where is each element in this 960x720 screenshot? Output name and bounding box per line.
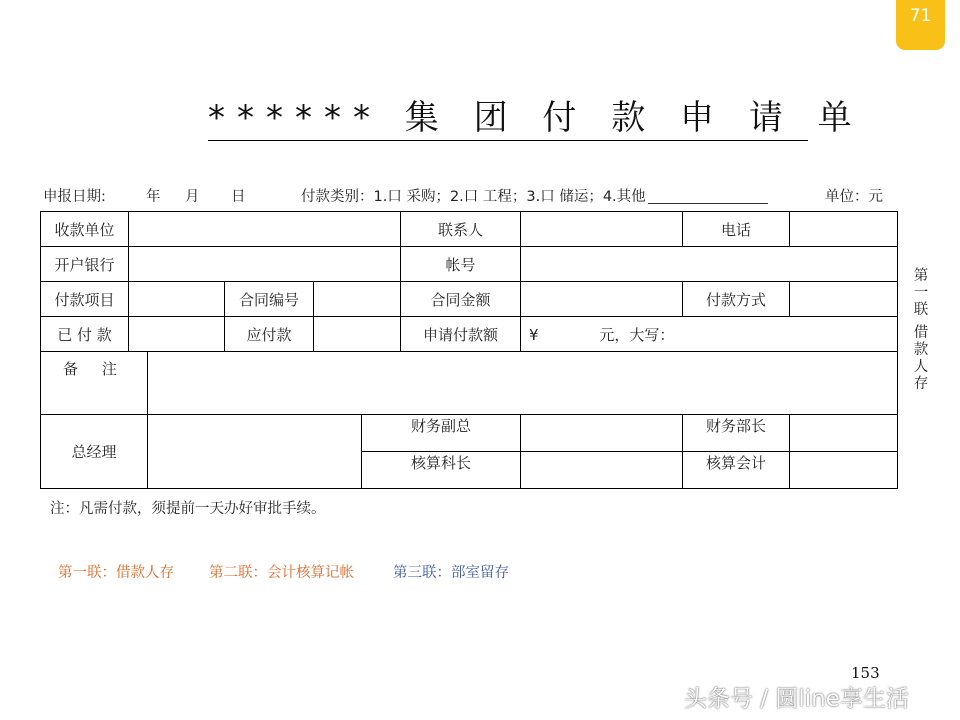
- contract-amount-label: 合同金额: [401, 282, 521, 317]
- paid-label: 已 付 款: [41, 317, 129, 352]
- watermark: 头条号 / 圆line享生活: [684, 686, 909, 712]
- form-title: ****** 集 团 付 款 申 请 单: [208, 96, 808, 141]
- table-row: [41, 415, 898, 452]
- table-row: [41, 247, 898, 282]
- paid-field[interactable]: [129, 317, 225, 352]
- side-char: 联: [913, 302, 929, 318]
- payment-item-field[interactable]: [129, 282, 225, 317]
- contract-amount-field[interactable]: [521, 282, 683, 317]
- account-field[interactable]: [521, 247, 898, 282]
- side-char: 一: [913, 285, 929, 301]
- copy-two-label: 第二联：会计核算记帐: [209, 565, 354, 581]
- table-row: [41, 282, 898, 317]
- receiver-field[interactable]: [129, 212, 401, 247]
- receiver-label: 收款单位: [41, 212, 129, 247]
- accountant-label: 核算会计: [683, 452, 790, 489]
- page-number: 153: [851, 664, 880, 682]
- accountant-field[interactable]: [790, 452, 898, 489]
- finance-head-label: 财务部长: [683, 415, 790, 452]
- payable-label: 应付款: [225, 317, 314, 352]
- payment-type-label: 付款类别：1.口 采购；2.口 工程；3.口 储运；4.其他: [301, 189, 646, 205]
- payment-method-field[interactable]: [790, 282, 898, 317]
- payment-item-label: 付款项目: [41, 282, 129, 317]
- side-char: 第: [913, 268, 929, 284]
- table-row: [41, 212, 898, 247]
- general-manager-field[interactable]: [148, 415, 362, 489]
- phone-label: 电话: [683, 212, 790, 247]
- account-label: 帐号: [401, 247, 521, 282]
- payable-field[interactable]: [314, 317, 401, 352]
- contract-no-field[interactable]: [314, 282, 401, 317]
- finance-head-field[interactable]: [790, 415, 898, 452]
- copy-one-label: 第一联：借款人存: [58, 565, 174, 581]
- day-label: 日: [231, 189, 246, 205]
- payment-form-table: [40, 211, 898, 489]
- year-label: 年: [146, 189, 161, 205]
- currency-symbol: ¥: [529, 325, 539, 344]
- side-char: 人: [913, 359, 929, 375]
- month-label: 月: [185, 189, 200, 205]
- copy-three-label: 第三联：部室留存: [393, 565, 509, 581]
- finance-vp-field[interactable]: [521, 415, 683, 452]
- copy-side-label: [908, 268, 934, 393]
- side-char: 存: [913, 376, 929, 392]
- requested-amount-field[interactable]: [521, 317, 898, 352]
- side-char: 借: [913, 325, 929, 341]
- accounting-chief-label: 核算科长: [362, 452, 521, 489]
- phone-field[interactable]: [790, 212, 898, 247]
- table-row: [41, 317, 898, 352]
- bank-field[interactable]: [129, 247, 401, 282]
- contract-no-label: 合同编号: [225, 282, 314, 317]
- finance-vp-label: 财务副总: [362, 415, 521, 452]
- accounting-chief-field[interactable]: [521, 452, 683, 489]
- side-char: 款: [913, 342, 929, 358]
- general-manager-label: 总经理: [41, 415, 148, 489]
- amount-in-words-label: 元，大写：: [599, 325, 675, 344]
- table-row: [41, 352, 898, 415]
- contact-field[interactable]: [521, 212, 683, 247]
- approval-note: 注：凡需付款，须提前一天办好审批手续。: [50, 501, 326, 517]
- bank-label: 开户银行: [41, 247, 129, 282]
- unit-label: 单位：元: [825, 189, 883, 205]
- requested-amount-label: 申请付款额: [401, 317, 521, 352]
- remarks-label: 备 注: [41, 352, 148, 415]
- date-label: 申报日期:: [43, 189, 106, 205]
- slide-number-badge: 71: [896, 0, 945, 50]
- contact-label: 联系人: [401, 212, 521, 247]
- other-blank-line: [648, 203, 768, 204]
- payment-method-label: 付款方式: [683, 282, 790, 317]
- remarks-field[interactable]: [148, 352, 898, 415]
